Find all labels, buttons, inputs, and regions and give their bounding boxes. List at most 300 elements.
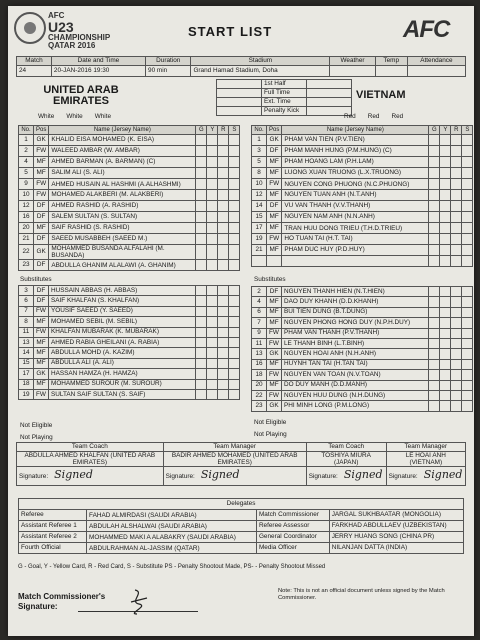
signature-label: Signature: (18, 602, 58, 611)
signature-label: Signature: (165, 473, 195, 480)
stat-cell (218, 317, 229, 327)
stat-cell (196, 168, 207, 179)
stat-cell (440, 370, 451, 380)
player-number: 18 (19, 379, 34, 389)
player-name: PHAM MANH HUNG (P.M.HUNG) (C) (282, 146, 429, 157)
player-position: DF (34, 201, 49, 212)
player-number: 15 (252, 212, 267, 223)
delegate-role: Match Commissioner (256, 510, 329, 521)
info-header: Match (17, 57, 52, 66)
player-row (252, 135, 473, 146)
col-header-s: S (229, 126, 240, 135)
periods-table (216, 79, 352, 116)
player-number: 23 (19, 260, 34, 271)
stat-cell (429, 370, 440, 380)
stat-cell (229, 212, 240, 223)
player-position: FW (267, 328, 282, 338)
stat-cell (196, 157, 207, 168)
player-name: MOHAMMED BUSANDA ALFALAHI (M. BUSANDA) (49, 245, 196, 260)
player-row (19, 379, 240, 389)
team-officials-table (16, 442, 466, 486)
stat-cell (462, 297, 473, 307)
player-position: FW (34, 179, 49, 190)
player-number: 15 (19, 358, 34, 368)
player-row (19, 201, 240, 212)
delegates-table (18, 498, 464, 554)
player-number: 10 (19, 190, 34, 201)
player-position: FW (34, 190, 49, 201)
commissioner-signature-label (18, 592, 105, 612)
player-row (19, 296, 240, 306)
stat-cell (429, 245, 440, 256)
stat-cell (207, 286, 218, 296)
stat-cell (229, 223, 240, 234)
player-position: GK (267, 135, 282, 146)
stat-cell (462, 201, 473, 212)
stat-cell (451, 146, 462, 157)
player-name: NGUYEN VAN TOAN (N.V.TOAN) (282, 370, 429, 380)
stat-cell (218, 260, 229, 271)
stat-cell (462, 135, 473, 146)
signature-label: Signature: (19, 473, 49, 480)
player-position: GK (34, 135, 49, 146)
player-name: VU VAN THANH (V.V.THANH) (282, 201, 429, 212)
col-header-r: R (451, 126, 462, 135)
player-name: NGUYEN CONG PHUONG (N.C.PHUONG) (282, 179, 429, 190)
player-position: FW (34, 146, 49, 157)
period-label: 1st Half (262, 80, 307, 89)
player-position: GK (267, 349, 282, 359)
home-subs-table (18, 285, 240, 400)
player-position: GK (34, 369, 49, 379)
delegate-role: Assistant Referee 2 (19, 532, 87, 543)
col-header-g: G (196, 126, 207, 135)
player-name: NGUYEN NAM ANH (N.N.ANH) (282, 212, 429, 223)
stat-cell (207, 201, 218, 212)
stat-cell (196, 245, 207, 260)
stat-cell (229, 201, 240, 212)
player-number: 20 (19, 223, 34, 234)
info-value: 90 min (146, 66, 191, 77)
stat-cell (218, 234, 229, 245)
empty-cell (462, 256, 473, 267)
handwritten-signature: Signed (423, 468, 463, 481)
stat-cell (207, 223, 218, 234)
stat-cell (218, 168, 229, 179)
info-value: 24 (17, 66, 52, 77)
header (8, 6, 474, 58)
player-position: MF (267, 297, 282, 307)
player-row (252, 297, 473, 307)
delegate-role: Media Officer (256, 543, 329, 554)
stat-cell (462, 146, 473, 157)
player-position: MF (34, 379, 49, 389)
player-name: MOHAMED ALAKBERI (M. ALAKBERI) (49, 190, 196, 201)
stat-cell (229, 135, 240, 146)
player-row (252, 190, 473, 201)
player-number: 11 (252, 338, 267, 348)
stat-cell (462, 370, 473, 380)
stat-cell (229, 146, 240, 157)
official-name: LE HOAI ANH (VIETNAM) (386, 452, 465, 467)
stat-cell (429, 179, 440, 190)
stat-cell (429, 349, 440, 359)
stat-cell (207, 337, 218, 347)
player-row (19, 260, 240, 271)
player-name: TRAN HUU DONG TRIEU (T.H.D.TRIEU) (282, 223, 429, 234)
delegate-name: ABDULRAHMAN AL-JASSIM (QATAR) (87, 543, 257, 554)
stat-cell (229, 348, 240, 358)
player-position: MF (267, 212, 282, 223)
delegate-name: JERRY HUANG SONG (CHINA PR) (329, 532, 463, 543)
away-not-playing: Not Playing (254, 431, 287, 438)
player-row (252, 157, 473, 168)
col-header-y: Y (207, 126, 218, 135)
stat-cell (218, 296, 229, 306)
player-position: MF (267, 307, 282, 317)
col-header-no: No. (252, 126, 267, 135)
stat-cell (462, 328, 473, 338)
stat-cell (218, 348, 229, 358)
stat-cell (451, 179, 462, 190)
stat-cell (451, 401, 462, 411)
player-row (252, 328, 473, 338)
stat-cell (196, 369, 207, 379)
official-name: ABDULLA AHMED KHALFAN (UNITED ARAB EMIRATES) (17, 452, 164, 467)
stat-cell (229, 260, 240, 271)
empty-cell (440, 256, 451, 267)
afc-u23-logo-icon (14, 12, 46, 44)
stat-cell (440, 318, 451, 328)
stat-cell (229, 337, 240, 347)
stat-cell (229, 379, 240, 389)
stat-cell (207, 389, 218, 399)
stat-cell (229, 234, 240, 245)
stat-cell (229, 296, 240, 306)
stat-cell (462, 234, 473, 245)
player-position: MF (34, 337, 49, 347)
player-number: 14 (19, 348, 34, 358)
player-number: 4 (252, 297, 267, 307)
page-title: START LIST (188, 24, 273, 39)
delegate-name: ABDULAH ALSHALWAI (SAUDI ARABIA) (87, 521, 257, 532)
stat-cell (440, 349, 451, 359)
player-number: 18 (252, 370, 267, 380)
stat-cell (196, 389, 207, 399)
stat-cell (196, 260, 207, 271)
player-row (19, 389, 240, 399)
player-name: NGUYEN TUAN ANH (N.T.ANH) (282, 190, 429, 201)
info-header: Temp (375, 57, 407, 66)
stat-cell (207, 135, 218, 146)
stat-cell (429, 359, 440, 369)
empty-cell (429, 256, 440, 267)
stat-cell (218, 135, 229, 146)
stat-cell (196, 201, 207, 212)
player-name: AHMED RABIA GHEILANI (A. RABIA) (49, 337, 196, 347)
stat-cell (440, 234, 451, 245)
col-header-r: R (218, 126, 229, 135)
stat-cell (440, 157, 451, 168)
delegates-title: Delegates (19, 499, 464, 510)
stat-cell (440, 135, 451, 146)
stat-cell (451, 212, 462, 223)
stat-cell (196, 379, 207, 389)
player-row (19, 369, 240, 379)
col-header-s: S (462, 126, 473, 135)
player-name: MOHAMMED SUROUR (M. SUROUR) (49, 379, 196, 389)
player-name: BUI TIEN DUNG (B.T.DUNG) (282, 307, 429, 317)
player-name: AHMED BARMAN (A. BARMAN) (C) (49, 157, 196, 168)
player-number: 8 (19, 317, 34, 327)
start-list-sheet (8, 6, 474, 636)
player-row (252, 168, 473, 179)
info-header: Duration (146, 57, 191, 66)
player-number: 1 (252, 135, 267, 146)
player-row (19, 157, 240, 168)
stat-cell (462, 245, 473, 256)
stat-cell (429, 307, 440, 317)
player-row (19, 179, 240, 190)
stat-cell (229, 286, 240, 296)
player-number: 10 (252, 179, 267, 190)
stat-cell (440, 297, 451, 307)
stat-cell (451, 380, 462, 390)
player-position: MF (267, 318, 282, 328)
player-position: DF (34, 286, 49, 296)
stat-cell (196, 286, 207, 296)
delegate-role: Referee Assessor (256, 521, 329, 532)
player-name: PHAM HOANG LAM (P.H.LAM) (282, 157, 429, 168)
player-row (19, 146, 240, 157)
player-name: NGUYEN THANH HIEN (N.T.HIEN) (282, 287, 429, 297)
player-row (252, 370, 473, 380)
kit-color: Red (344, 113, 356, 120)
stat-cell (440, 380, 451, 390)
player-name: DAO DUY KHANH (D.D.KHANH) (282, 297, 429, 307)
delegate-role: General Coordinator (256, 532, 329, 543)
stat-cell (440, 190, 451, 201)
player-number: 5 (252, 157, 267, 168)
stat-cell (451, 307, 462, 317)
handwritten-signature: Signed (54, 468, 93, 481)
stat-cell (207, 348, 218, 358)
stat-cell (462, 168, 473, 179)
handwritten-signature: Signed (200, 468, 240, 481)
info-value (407, 66, 465, 77)
home-lineup-table (18, 125, 240, 271)
stat-cell (429, 380, 440, 390)
stat-cell (429, 201, 440, 212)
stat-cell (218, 179, 229, 190)
stat-cell (451, 390, 462, 400)
period-label: Ext. Time (262, 98, 307, 107)
stat-cell (207, 168, 218, 179)
stat-cell (451, 328, 462, 338)
player-row (252, 318, 473, 328)
stat-cell (207, 296, 218, 306)
player-number: 2 (252, 287, 267, 297)
stat-cell (462, 212, 473, 223)
player-number: 14 (252, 201, 267, 212)
player-row (252, 212, 473, 223)
stat-cell (429, 157, 440, 168)
stat-cell (440, 328, 451, 338)
player-name: NGUYEN HOAI ANH (N.H.ANH) (282, 349, 429, 359)
player-position: FW (267, 370, 282, 380)
score-cell (307, 89, 352, 98)
stat-cell (462, 380, 473, 390)
info-header: Date and Time (51, 57, 145, 66)
stat-cell (429, 390, 440, 400)
kit-color: Red (391, 113, 404, 120)
stat-cell (451, 370, 462, 380)
stat-cell (462, 307, 473, 317)
stat-cell (451, 338, 462, 348)
player-number: 4 (19, 157, 34, 168)
stat-cell (218, 223, 229, 234)
player-name: HUSSAIN ABBAS (H. ABBAS) (49, 286, 196, 296)
empty-cell (252, 256, 267, 267)
stat-cell (462, 390, 473, 400)
stat-cell (451, 201, 462, 212)
player-name: AHMED RASHID (A. RASHID) (49, 201, 196, 212)
player-position: MF (34, 358, 49, 368)
delegate-name: FARKHAD ABDULLAEV (UZBEKISTAN) (329, 521, 463, 532)
stat-cell (429, 135, 440, 146)
player-row (252, 349, 473, 359)
player-row (19, 327, 240, 337)
stat-cell (440, 401, 451, 411)
empty-row (252, 256, 473, 267)
home-kits (32, 113, 117, 121)
player-name: PHI MINH LONG (P.M.LONG) (282, 401, 429, 411)
player-name: LUONG XUAN TRUONG (L.X.TRUONG) (282, 168, 429, 179)
handwritten-signature: Signed (343, 468, 383, 481)
empty-cell (282, 256, 429, 267)
stat-cell (196, 317, 207, 327)
stat-cell (218, 389, 229, 399)
player-position: MF (267, 168, 282, 179)
player-number: 19 (252, 234, 267, 245)
stat-cell (196, 146, 207, 157)
player-number: 5 (19, 168, 34, 179)
col-header-pos: Pos (34, 126, 49, 135)
official-role: Team Coach (306, 443, 386, 452)
player-row (252, 401, 473, 411)
player-name: PHAM VAN THANH (P.V.THANH) (282, 328, 429, 338)
match-info-table (16, 56, 466, 77)
stat-cell (196, 296, 207, 306)
player-row (252, 359, 473, 369)
stat-cell (229, 327, 240, 337)
player-number: 1 (19, 135, 34, 146)
stat-cell (207, 179, 218, 190)
kit-color: White (94, 113, 112, 120)
delegate-role: Referee (19, 510, 87, 521)
away-subs-label: Substitutes (254, 276, 286, 283)
player-position: MF (34, 168, 49, 179)
player-number: 12 (252, 190, 267, 201)
player-name: NGUYEN HUU DUNG (N.H.DUNG) (282, 390, 429, 400)
player-number: 2 (19, 146, 34, 157)
stat-cell (451, 349, 462, 359)
kit-color: White (66, 113, 83, 120)
home-not-playing: Not Playing (20, 434, 53, 441)
player-name: SAEED MUSABBEH (SAEED M.) (49, 234, 196, 245)
stat-cell (451, 168, 462, 179)
player-number: 16 (19, 212, 34, 223)
player-name: AHMED HUSAIN AL HASHMI (A.ALHASHMI) (49, 179, 196, 190)
logo-line: QATAR 2016 (48, 41, 96, 50)
stat-cell (451, 157, 462, 168)
stat-cell (196, 306, 207, 316)
stat-cell (196, 358, 207, 368)
stat-cell (207, 306, 218, 316)
stat-cell (229, 157, 240, 168)
tournament-logo-text (48, 12, 110, 50)
player-row (252, 223, 473, 234)
stat-cell (229, 306, 240, 316)
player-name: HASSAN HAMZA (H. HAMZA) (49, 369, 196, 379)
home-team-name: UNITED ARAB EMIRATES (43, 84, 119, 107)
stat-cell (229, 179, 240, 190)
player-row (252, 390, 473, 400)
player-number: 21 (19, 234, 34, 245)
stat-cell (451, 318, 462, 328)
player-position: DF (267, 201, 282, 212)
stat-cell (207, 157, 218, 168)
official-role: Team Manager (163, 443, 306, 452)
player-position: FW (34, 306, 49, 316)
delegate-role: Fourth Official (19, 543, 87, 554)
signature-cell (17, 467, 164, 486)
player-number: 20 (252, 380, 267, 390)
period-label: Full Time (262, 89, 307, 98)
player-position: DF (34, 296, 49, 306)
player-name: ABDULLA ALI (A. ALI) (49, 358, 196, 368)
player-name: PHAM VAN TIEN (P.V.TIEN) (282, 135, 429, 146)
stat-cell (218, 286, 229, 296)
player-row (19, 245, 240, 260)
player-position: MF (267, 157, 282, 168)
legend-text: G - Goal, Y - Yellow Card, R - Red Card, S - Substitute PS - Penalty Shootout Made, PS- - Penalty Shootout Missed (18, 564, 326, 570)
player-name: HUYNH TAN TAI (H.TAN TAI) (282, 359, 429, 369)
player-number: 21 (252, 245, 267, 256)
away-lineup-table (251, 125, 473, 267)
delegate-name: NILANJAN DATTA (INDIA) (329, 543, 463, 554)
player-row (252, 380, 473, 390)
player-row (19, 348, 240, 358)
stat-cell (440, 146, 451, 157)
player-position: FW (267, 338, 282, 348)
stat-cell (462, 287, 473, 297)
home-not-eligible: Not Eligible (20, 422, 53, 429)
stat-cell (218, 327, 229, 337)
stat-cell (451, 359, 462, 369)
stat-cell (462, 359, 473, 369)
stat-cell (462, 223, 473, 234)
score-cell (217, 98, 262, 107)
player-number: 16 (252, 359, 267, 369)
stat-cell (207, 260, 218, 271)
stat-cell (451, 234, 462, 245)
stat-cell (196, 135, 207, 146)
stat-cell (218, 379, 229, 389)
player-position: MF (267, 380, 282, 390)
player-number: 6 (19, 296, 34, 306)
player-name: LE THANH BINH (L.T.BINH) (282, 338, 429, 348)
